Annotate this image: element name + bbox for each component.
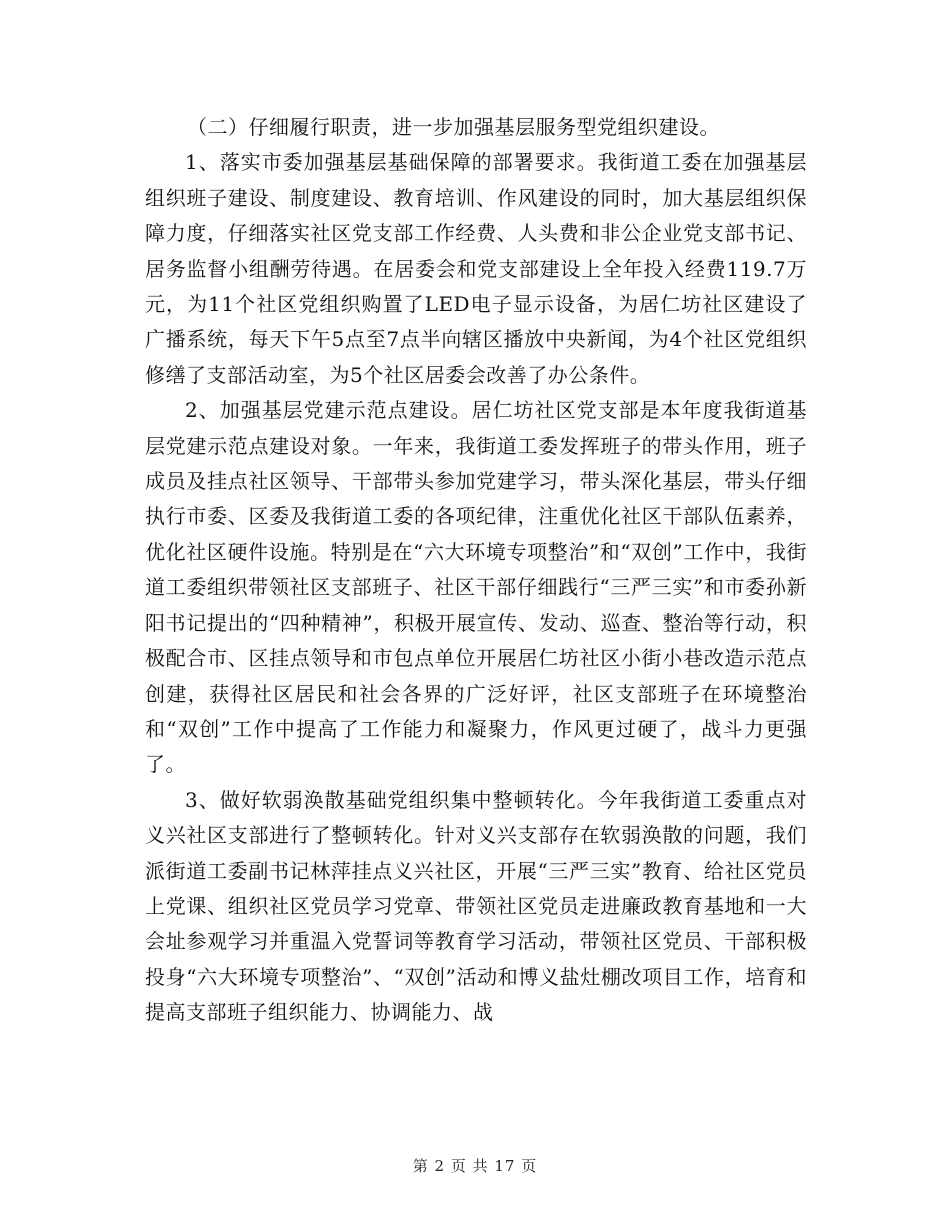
page-footer: 第 2 页 共 17 页 [412, 1157, 538, 1175]
paragraph-2: 2、加强基层党建示范点建设。居仁坊社区党支部是本年度我街道基层党建示范点建设对象。一年来，我街道工委发挥班子的带头作用，班子成员及挂点社区领导、干部带头参加党建学习，带头深化基层，带头仔细执行市委、区委及我街道工委的各项纪律，注重优化社区干部队伍素养，优化社区硬件设施。特别是在“六大环境专项整治”和“双创”工作中，我街道工委组织带领社区支部班子、社区干部仔细践行“三严三实”和市委孙新阳书记提出的“四种精神”，积极开展宣传、发动、巡查、整治等行动，积极配合市、区挂点领导和市包点单位开展居仁坊社区小街小巷改造示范点创建，获得社区居民和社会各界的广泛好评，社区支部班子在环境整治和“双创”工作中提高了工作能力和凝聚力，作风更过硬了，战斗力更强了。 [145, 398, 807, 777]
paragraph-3: 3、做好软弱涣散基础党组织集中整顿转化。今年我街道工委重点对义兴社区支部进行了整顿转化。针对义兴支部存在软弱涣散的问题，我们派街道工委副书记林萍挂点义兴社区，开展“三严三实”教育、给社区党员上党课、组织社区党员学习党章、带领社区党员走进廉政教育基地和一大会址参观学习并重温入党誓词等教育学习活动，带领社区党员、干部积极投身“六大环境专项整治”、“双创”活动和博义盐灶棚改项目工作，培育和提高支部班子组织能力、协调能力、战 [145, 787, 807, 1025]
document-body [145, 110, 807, 1031]
paragraph-1: 1、落实市委加强基层基础保障的部署要求。我街道工委在加强基层组织班子建设、制度建设、教育培训、作风建设的同时，加大基层组织保障力度，仔细落实社区党支部工作经费、人头费和非公企业党支部书记、居务监督小组酬劳待遇。在居委会和党支部建设上全年投入经费119.7万元，为11个社区党组织购置了LED电子显示设备，为居仁坊社区建设了广播系统，每天下午5点至7点半向辖区播放中央新闻，为4个社区党组织修缮了支部活动室，为5个社区居委会改善了办公条件。 [145, 150, 807, 387]
section-heading: （二）仔细履行职责，进一步加强基层服务型党组织建设。 [187, 115, 720, 139]
